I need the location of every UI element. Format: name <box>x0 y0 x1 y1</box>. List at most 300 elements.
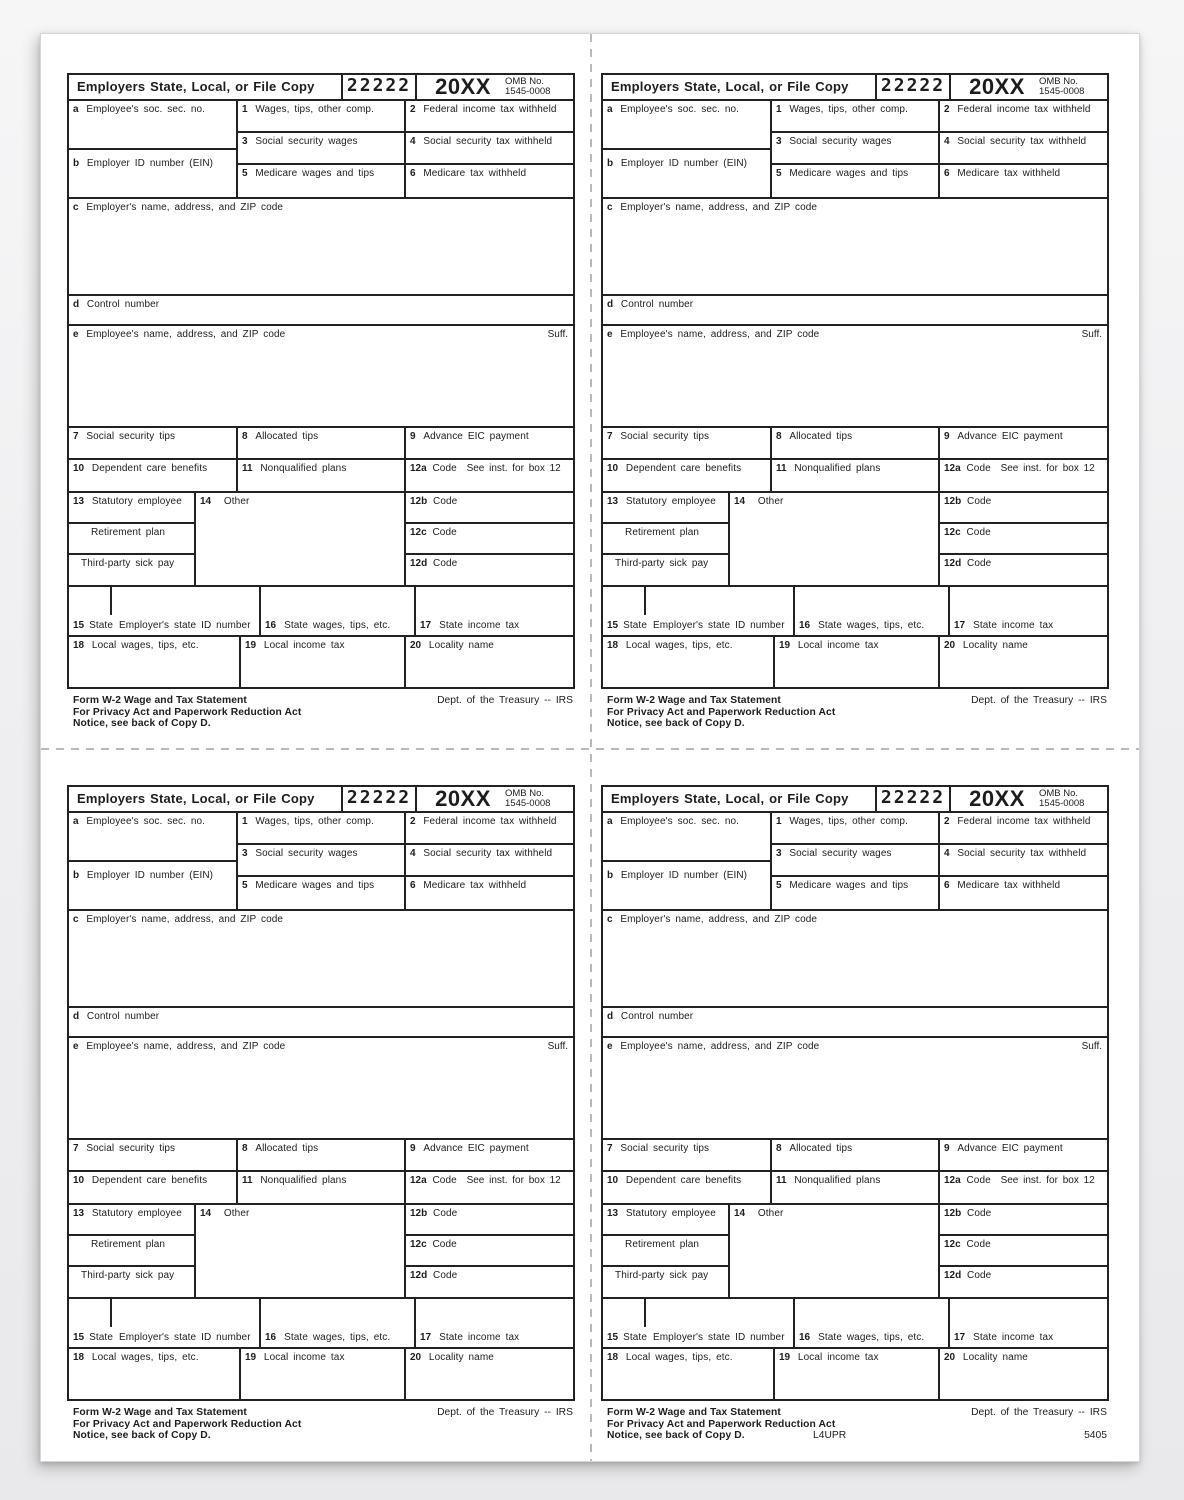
box-e-employee-name-address <box>69 326 573 426</box>
form-header <box>603 75 1107 101</box>
box-label: Allocated tips <box>789 431 853 442</box>
box-label: Social security wages <box>789 848 892 860</box>
box-17-state-income-tax <box>950 1299 1107 1347</box>
box-13-checkboxes <box>69 1205 196 1297</box>
box-number: 10 <box>73 1175 85 1186</box>
box-19-local-income-tax <box>241 637 406 687</box>
box-number: 16 <box>265 1332 277 1343</box>
form-header <box>69 75 573 101</box>
box-13-third-party-sick-pay <box>69 555 194 585</box>
box-label: Employer ID number (EIN) <box>620 157 748 169</box>
form-title: Employers State, Local, or File Copy <box>77 791 315 806</box>
box-number: 4 <box>944 848 950 860</box>
suffix-label: Suff. <box>1081 1041 1102 1052</box>
form-control-code: 22222 <box>341 75 417 99</box>
state-column-divider <box>110 1299 112 1327</box>
box-number: 16 <box>799 620 811 631</box>
box-5-medicare-wages <box>238 877 406 909</box>
box-16-state-wages <box>795 587 950 635</box>
box-number: 10 <box>607 1175 619 1186</box>
box-label: Advance EIC payment <box>423 1143 529 1154</box>
state-column-divider <box>644 1299 646 1327</box>
box-label: Employee's name, address, and ZIP code <box>620 329 820 340</box>
box-label: Code <box>433 557 458 569</box>
box-number: 19 <box>245 640 257 651</box>
box-12c-code <box>940 524 1107 554</box>
box-11-nonqualified-plans <box>772 1172 940 1203</box>
box-letter: a <box>73 104 79 115</box>
box-number: 5 <box>776 879 782 891</box>
box-label: Code <box>966 1175 991 1186</box>
box-number: 10 <box>73 463 85 474</box>
w2-form-body <box>67 73 575 689</box>
suffix-label: Suff. <box>547 329 568 340</box>
form-year: 20XX <box>435 786 491 811</box>
box-number: 7 <box>73 431 79 442</box>
box-9-advance-eic-payment <box>406 428 573 458</box>
box-label: Employee's soc. sec. no. <box>620 816 740 827</box>
form-control-code: 22222 <box>341 787 417 811</box>
box-label: State wages, tips, etc. <box>284 620 391 631</box>
box-number: 17 <box>954 620 966 631</box>
box-number: 4 <box>410 136 416 148</box>
column-a-b <box>69 813 238 909</box>
box-label: State wages, tips, etc. <box>284 1332 391 1343</box>
box-label: Code <box>432 1239 457 1251</box>
box-note: See inst. for box 12 <box>1000 463 1095 474</box>
box-label: Dependent care benefits <box>625 1175 742 1186</box>
box-c-employer-name-address <box>69 199 573 294</box>
box-number: 2 <box>410 816 416 827</box>
box-number: 18 <box>73 1352 85 1363</box>
box-number: 12c <box>944 527 961 539</box>
box-1-wages <box>238 101 406 131</box>
box-number: 3 <box>242 848 248 860</box>
box-letter: a <box>607 104 613 115</box>
box-number: 20 <box>410 640 422 651</box>
omb-label: OMB No. <box>1039 787 1079 799</box>
omb-number <box>1039 77 1103 98</box>
box-number: 20 <box>410 1352 422 1363</box>
box-label: Code <box>433 496 458 507</box>
box-label: Federal income tax withheld <box>957 104 1091 115</box>
box-7-social-security-tips <box>69 1140 238 1170</box>
box-number: 11 <box>242 463 253 474</box>
w2-form-bottom-right <box>601 785 1109 1445</box>
box-number: 20 <box>944 1352 956 1363</box>
box-label: Social security tips <box>620 431 710 442</box>
box-letter: b <box>607 157 614 169</box>
box-label: Third-party sick pay <box>81 1269 175 1281</box>
box-label: Local income tax <box>263 640 345 651</box>
perforation-line-horizontal <box>41 748 1139 750</box>
box-2-federal-income-tax <box>940 101 1107 131</box>
box-number: 12a <box>944 1175 961 1186</box>
box-label: Code <box>966 527 991 539</box>
box-6-medicare-tax <box>406 165 573 197</box>
box-label: Employer ID number (EIN) <box>86 157 214 169</box>
box-number: 2 <box>944 104 950 115</box>
box-12a-code <box>940 460 1107 491</box>
box-13-third-party-sick-pay <box>69 1267 194 1297</box>
box-12d-code <box>406 555 573 585</box>
box-label: Local wages, tips, etc. <box>625 1352 733 1363</box>
box-7-social-security-tips <box>603 428 772 458</box>
box-number: 16 <box>799 1332 811 1343</box>
box-label: Statutory employee <box>91 496 182 507</box>
box-label: Employer's name, address, and ZIP code <box>620 914 818 925</box>
box-12-codes <box>940 493 1107 585</box>
box-label: Employee's name, address, and ZIP code <box>86 329 286 340</box>
box-12a-code <box>406 460 573 491</box>
box-label: Advance EIC payment <box>957 1143 1063 1154</box>
box-label: Employer ID number (EIN) <box>620 869 748 881</box>
omb-value: 1545-0008 <box>505 86 551 97</box>
box-label: Code <box>966 463 991 474</box>
box-15-state-employer-id <box>603 1299 795 1347</box>
box-16-state-wages <box>795 1299 950 1347</box>
box-letter: c <box>607 914 613 925</box>
box-10-dependent-care-benefits <box>69 1172 238 1203</box>
box-label: Employee's name, address, and ZIP code <box>86 1041 286 1052</box>
footer-notice-line1: For Privacy Act and Paperwork Reduction Act <box>607 1418 836 1430</box>
box-number: 14 <box>200 1208 212 1219</box>
box-number: 19 <box>779 640 791 651</box>
box-number: 11 <box>242 1175 253 1186</box>
box-number: 12c <box>410 527 427 539</box>
box-label-employer-state-id: Employer's state ID number <box>652 1332 785 1343</box>
box-letter: d <box>607 299 614 310</box>
box-number: 5 <box>242 879 248 891</box>
box-number: 12a <box>944 463 961 474</box>
box-12b-code <box>940 493 1107 524</box>
box-13-third-party-sick-pay <box>603 555 728 585</box>
box-label: Code <box>433 1269 458 1281</box>
box-label: Statutory employee <box>91 1208 182 1219</box>
box-label: Medicare wages and tips <box>789 167 909 179</box>
box-17-state-income-tax <box>950 587 1107 635</box>
box-letter: d <box>73 1011 80 1022</box>
box-label: State income tax <box>439 620 520 631</box>
box-c-employer-name-address <box>69 911 573 1006</box>
box-number: 12b <box>944 496 962 507</box>
box-number: 18 <box>607 1352 619 1363</box>
box-number: 17 <box>954 1332 966 1343</box>
box-label: Other <box>757 1208 784 1219</box>
box-label: Other <box>223 1208 250 1219</box>
box-label-state: State <box>623 1332 647 1343</box>
box-label: Medicare tax withheld <box>423 167 527 179</box>
box-label: Allocated tips <box>789 1143 853 1154</box>
box-13-checkboxes <box>603 1205 730 1297</box>
omb-number <box>505 789 569 810</box>
box-label: Allocated tips <box>255 431 319 442</box>
box-10-dependent-care-benefits <box>603 460 772 491</box>
box-label: Social security wages <box>255 848 358 860</box>
form-year-omb <box>951 787 1107 811</box>
box-number: 1 <box>776 104 782 115</box>
box-number: 15 <box>73 620 85 631</box>
footer-notice <box>73 1407 301 1442</box>
box-letter: b <box>73 157 80 169</box>
box-7-social-security-tips <box>603 1140 772 1170</box>
box-4-social-security-tax <box>940 133 1107 162</box>
box-1-wages <box>772 813 940 843</box>
box-label: Social security tips <box>86 431 176 442</box>
box-number: 8 <box>242 431 248 442</box>
box-letter: c <box>73 202 79 213</box>
box-13-retirement-plan <box>603 1236 728 1266</box>
box-letter: e <box>73 329 79 340</box>
box-12-codes <box>940 1205 1107 1297</box>
box-label-employer-state-id: Employer's state ID number <box>118 620 251 631</box>
box-13-checkboxes <box>603 493 730 585</box>
box-label: Control number <box>86 299 160 310</box>
box-3-social-security-wages <box>238 133 406 162</box>
box-8-allocated-tips <box>772 428 940 458</box>
omb-value: 1545-0008 <box>1039 86 1085 97</box>
box-14-other <box>196 493 406 585</box>
box-13-statutory-employee <box>603 493 728 524</box>
box-label: Wages, tips, other comp. <box>255 104 374 115</box>
box-13-statutory-employee <box>69 493 194 524</box>
box-number: 17 <box>420 1332 432 1343</box>
box-number: 13 <box>73 496 85 507</box>
box-label: Social security wages <box>789 136 892 148</box>
box-number: 9 <box>410 431 416 442</box>
box-label: Employer's name, address, and ZIP code <box>86 914 284 925</box>
sheet <box>40 33 1140 1462</box>
box-13-retirement-plan <box>69 524 194 554</box>
box-number: 14 <box>200 496 212 507</box>
footer-form-name: Form W-2 Wage and Tax Statement <box>607 1407 781 1418</box>
box-5-medicare-wages <box>772 877 940 909</box>
box-e-employee-name-address <box>69 1038 573 1138</box>
box-12a-code <box>406 1172 573 1203</box>
box-c-employer-name-address <box>603 911 1107 1006</box>
box-label: Retirement plan <box>625 1239 700 1251</box>
form-title: Employers State, Local, or File Copy <box>611 79 849 94</box>
box-19-local-income-tax <box>241 1349 406 1399</box>
box-label: Local wages, tips, etc. <box>91 1352 199 1363</box>
box-1-wages <box>772 101 940 131</box>
omb-label: OMB No. <box>505 75 545 87</box>
box-label: Third-party sick pay <box>81 557 175 569</box>
omb-value: 1545-0008 <box>1039 798 1085 809</box>
box-number: 1 <box>242 816 248 827</box>
box-label: Control number <box>620 299 694 310</box>
box-number: 12d <box>410 557 428 569</box>
box-16-state-wages <box>261 587 416 635</box>
box-label: Code <box>432 463 457 474</box>
section-identification <box>603 101 1107 199</box>
box-2-federal-income-tax <box>406 101 573 131</box>
box-letter: c <box>607 202 613 213</box>
box-label: State wages, tips, etc. <box>818 620 925 631</box>
box-number: 15 <box>73 1332 85 1343</box>
column-a-b <box>603 101 772 197</box>
box-8-allocated-tips <box>238 428 406 458</box>
box-number: 6 <box>410 879 416 891</box>
box-20-locality-name <box>940 1349 1107 1399</box>
footer-form-name: Form W-2 Wage and Tax Statement <box>73 1407 247 1418</box>
form-footer <box>601 1407 1109 1445</box>
box-label: Locality name <box>962 1352 1028 1363</box>
footer-notice <box>73 695 301 730</box>
column-a-b <box>69 101 238 197</box>
box-label: Code <box>433 1208 458 1219</box>
form-footer <box>67 1407 575 1445</box>
box-number: 3 <box>776 136 782 148</box>
box-label: Dependent care benefits <box>625 463 742 474</box>
w2-form-body <box>601 73 1109 689</box>
box-letter: d <box>73 299 80 310</box>
box-12c-code <box>940 1236 1107 1266</box>
box-label: Allocated tips <box>255 1143 319 1154</box>
box-12b-code <box>406 493 573 524</box>
box-number: 12d <box>410 1269 428 1281</box>
box-label: Third-party sick pay <box>615 557 709 569</box>
box-label: Statutory employee <box>625 1208 716 1219</box>
form-footer <box>67 695 575 733</box>
box-label: Dependent care benefits <box>91 463 208 474</box>
box-letter: e <box>607 329 613 340</box>
box-label: Social security tax withheld <box>957 848 1087 860</box>
box-8-allocated-tips <box>238 1140 406 1170</box>
box-15-state-employer-id <box>69 1299 261 1347</box>
box-label: Employee's soc. sec. no. <box>620 104 740 115</box>
box-label: Social security wages <box>255 136 358 148</box>
box-number: 12d <box>944 1269 962 1281</box>
box-number: 18 <box>607 640 619 651</box>
footer-notice <box>607 1407 835 1442</box>
box-18-local-wages <box>69 1349 241 1399</box>
footer-notice-line2: Notice, see back of Copy D. <box>607 1430 745 1442</box>
box-number: 12c <box>410 1239 427 1251</box>
box-number: 9 <box>944 1143 950 1154</box>
w2-form-body <box>67 785 575 1401</box>
box-number: 4 <box>410 848 416 860</box>
form-year: 20XX <box>969 786 1025 811</box>
box-number: 8 <box>776 1143 782 1154</box>
box-6-medicare-tax <box>940 165 1107 197</box>
omb-number <box>1039 789 1103 810</box>
box-2-federal-income-tax <box>406 813 573 843</box>
footer-notice-line2: Notice, see back of Copy D. <box>607 718 745 730</box>
box-note: See inst. for box 12 <box>466 463 561 474</box>
box-label: Code <box>967 1208 992 1219</box>
box-number: 9 <box>944 431 950 442</box>
box-number: 8 <box>776 431 782 442</box>
box-number: 3 <box>776 848 782 860</box>
box-label: Social security tips <box>620 1143 710 1154</box>
box-6-medicare-tax <box>406 877 573 909</box>
box-10-dependent-care-benefits <box>69 460 238 491</box>
box-label: Social security tax withheld <box>423 136 553 148</box>
box-11-nonqualified-plans <box>772 460 940 491</box>
box-number: 6 <box>944 879 950 891</box>
box-5-medicare-wages <box>238 165 406 197</box>
box-label: Medicare tax withheld <box>957 879 1061 891</box>
box-label: Third-party sick pay <box>615 1269 709 1281</box>
box-label: Federal income tax withheld <box>957 816 1091 827</box>
box-14-other <box>730 1205 940 1297</box>
box-a-employee-ssn <box>69 813 236 862</box>
box-19-local-income-tax <box>775 637 940 687</box>
box-label: Employee's soc. sec. no. <box>86 104 206 115</box>
box-number: 12b <box>410 1208 428 1219</box>
box-12c-code <box>406 524 573 554</box>
box-number: 3 <box>242 136 248 148</box>
box-label: Social security tips <box>86 1143 176 1154</box>
box-letter: b <box>607 869 614 881</box>
box-number: 12b <box>410 496 428 507</box>
box-20-locality-name <box>406 1349 573 1399</box>
box-9-advance-eic-payment <box>940 1140 1107 1170</box>
box-10-dependent-care-benefits <box>603 1172 772 1203</box>
box-number: 19 <box>245 1352 257 1363</box>
footer-form-name: Form W-2 Wage and Tax Statement <box>607 695 781 706</box>
box-letter: d <box>607 1011 614 1022</box>
box-label: Retirement plan <box>625 527 700 539</box>
box-label: Local income tax <box>797 640 879 651</box>
box-number: 14 <box>734 1208 746 1219</box>
box-label: State income tax <box>439 1332 520 1343</box>
box-c-employer-name-address <box>603 199 1107 294</box>
footer-dept-treasury: Dept. of the Treasury -- IRS <box>437 1407 573 1418</box>
box-3-social-security-wages <box>772 845 940 874</box>
box-4-social-security-tax <box>940 845 1107 874</box>
box-label: Code <box>966 1239 991 1251</box>
form-header <box>603 787 1107 813</box>
section-13-14-12 <box>603 493 1107 587</box>
box-4-social-security-tax <box>406 845 573 874</box>
form-year: 20XX <box>969 74 1025 99</box>
box-label: Statutory employee <box>625 496 716 507</box>
box-20-locality-name <box>940 637 1107 687</box>
box-label: Other <box>223 496 250 507</box>
box-label: Employee's soc. sec. no. <box>86 816 206 827</box>
box-b-employer-ein <box>603 862 770 909</box>
w2-form-top-left <box>67 73 575 733</box>
w2-form-bottom-left <box>67 785 575 1445</box>
box-number: 12a <box>410 463 427 474</box>
box-number: 2 <box>410 104 416 115</box>
box-label: Locality name <box>428 1352 494 1363</box>
box-6-medicare-tax <box>940 877 1107 909</box>
column-a-b <box>603 813 772 909</box>
box-12d-code <box>406 1267 573 1297</box>
box-label: Control number <box>86 1011 160 1022</box>
box-number: 19 <box>779 1352 791 1363</box>
box-label: Code <box>967 557 992 569</box>
box-label: Local income tax <box>797 1352 879 1363</box>
form-footer <box>601 695 1109 733</box>
box-9-advance-eic-payment <box>940 428 1107 458</box>
box-label-employer-state-id: Employer's state ID number <box>652 620 785 631</box>
box-d-control-number <box>603 1008 1107 1036</box>
box-d-control-number <box>603 296 1107 324</box>
box-number: 7 <box>607 431 613 442</box>
box-letter: e <box>73 1041 79 1052</box>
box-number: 20 <box>944 640 956 651</box>
box-label: Control number <box>620 1011 694 1022</box>
box-number: 9 <box>410 1143 416 1154</box>
box-12-codes <box>406 493 573 585</box>
box-label: Medicare tax withheld <box>423 879 527 891</box>
box-number: 1 <box>242 104 248 115</box>
box-b-employer-ein <box>69 150 236 197</box>
